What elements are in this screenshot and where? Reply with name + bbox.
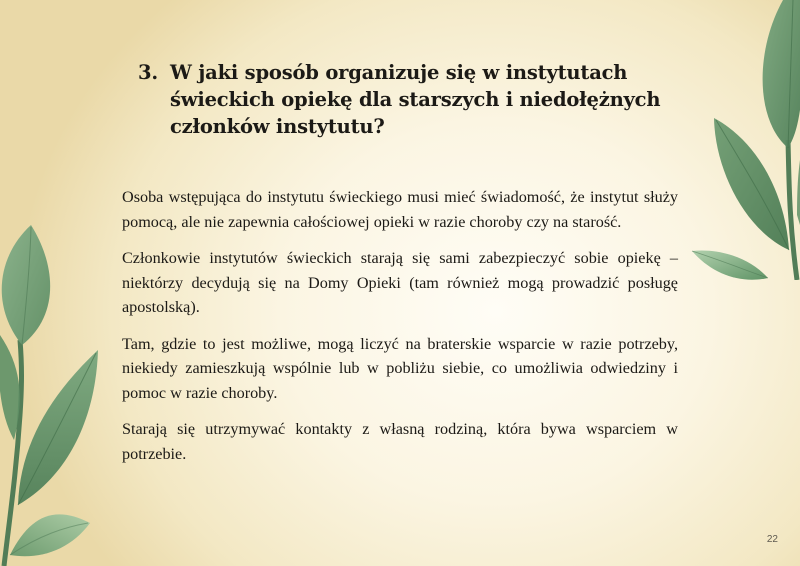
page-number: 22 [766, 534, 778, 545]
title-line-2: świeckich opiekę dla starszych i niedołężnych [170, 88, 661, 111]
title-line-3: członków instytutu? [170, 115, 385, 138]
leaf-sprig-left-decoration [0, 215, 110, 566]
leaf [2, 225, 50, 345]
leaf-small-right-decoration [690, 248, 770, 284]
paragraph: Starają się utrzymywać kontakty z własną rodziną, która bywa wsparciem w potrzebie. [122, 420, 678, 463]
leaf [714, 118, 789, 250]
leaf [10, 514, 90, 556]
stem [788, 140, 797, 280]
paragraph: Członkowie instytutów świeckich starają się sami zabezpieczyć sobie opiekę – niektórzy decydują się na Domy Opieki (tam również mogą prowadzić posługę apostolską). [122, 249, 678, 316]
leaf [763, 0, 800, 148]
slide-title [138, 59, 678, 140]
slide-body [122, 185, 678, 478]
paragraph: Tam, gdzie to jest możliwe, mogą liczyć na braterskie wsparcie w razie potrzeby, niekiedy zamieszkują wspólnie lub w pobliżu siebie, co umożliwia odwiedziny i pomoc w razie choroby. [122, 334, 678, 402]
leaf [0, 335, 20, 440]
question-number: 3. [138, 61, 158, 84]
title-line-1: 3. W jaki sposób organizuje się w instytutach [138, 61, 628, 84]
leaf-sprig-right-decoration [685, 0, 800, 280]
paragraph: Osoba wstępująca do instytutu świeckiego musi mieć świadomość, że instytut służy pomocą, ale nie zapewnia całościowej opieki w razie choroby czy na starość. [122, 188, 678, 231]
